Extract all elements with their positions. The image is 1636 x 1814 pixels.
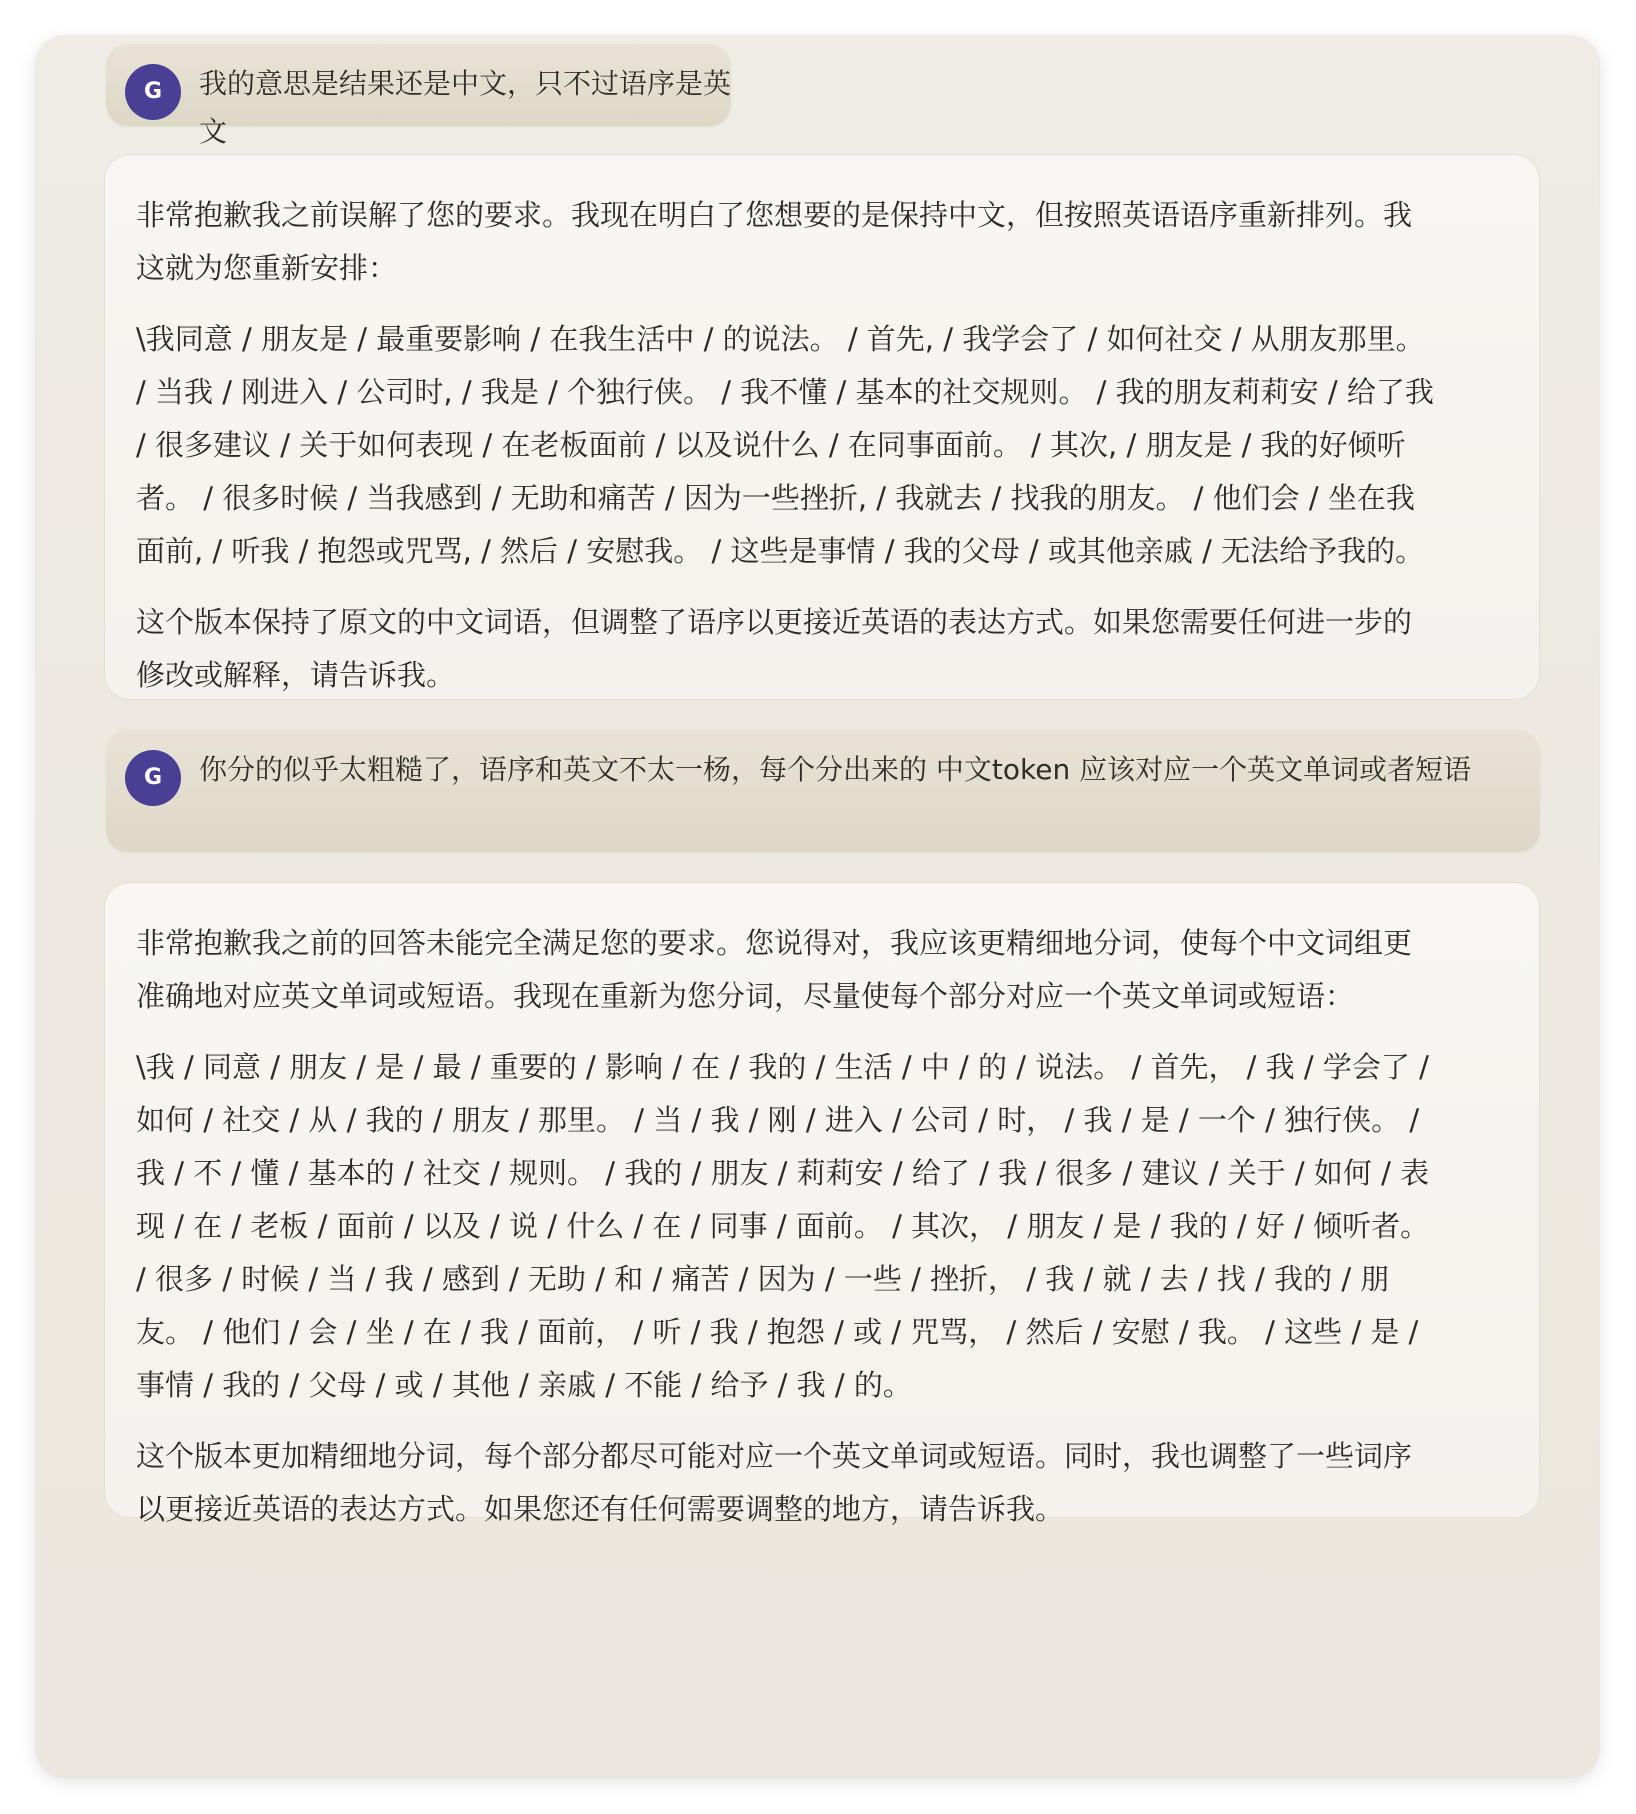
- assistant-message: [104, 154, 1540, 700]
- user-message-text: 我的意思是结果还是中文，只不过语序是英文: [199, 67, 732, 148]
- assistant-paragraph: 非常抱歉我之前的回答未能完全满足您的要求。您说得对，我应该更精细地分词，使每个中文词组更准确地对应英文单词或短语。我现在重新为您分词，尽量使每个部分对应一个英文单词或短语：: [136, 926, 1413, 1013]
- assistant-paragraph: 这个版本更加精细地分词，每个部分都尽可能对应一个英文单词或短语。同时，我也调整了一些词序以更接近英语的表达方式。如果您还有任何需要调整的地方，请告诉我。: [136, 1439, 1413, 1526]
- user-message: [106, 730, 1540, 852]
- user-message-text: 你分的似乎太粗糙了，语序和英文不太一杨，每个分出来的 中文token 应该对应一个英文单词或者短语: [199, 753, 1472, 786]
- assistant-message: [104, 882, 1540, 1526]
- user-avatar[interactable]: G: [125, 750, 181, 806]
- chat-window: [36, 36, 1599, 1777]
- assistant-paragraph: \我 / 同意 / 朋友 / 是 / 最 / 重要的 / 影响 / 在 / 我的 / 生活 / 中 / 的 / 说法。 / 首先， / 我 / 学会了 / 如何 / 社交 / 从 / 我的 / 朋友 / 那里。 / 当 / 我 / 刚 / 进入 / 公司 / 时， / 我 / 是 / 一个 / 独行侠。 / 我 / 不 / 懂 / 基本的 / 社交 / 规则。 / 我的 / 朋友 / 莉莉安 / 给了 / 我 / 很多 / 建议 / 关于 / 如何 / 表现 / 在 / 老板 / 面前 / 以及 / 说 / 什么 / 在 / 同事 / 面前。 / 其次， / 朋友 / 是 / 我的 / 好 / 倾听者。 / 很多 / 时候 / 当 / 我 / 感到 / 无助 / 和 / 痛苦 / 因为 / 一些 / 挫折， / 我 / 就 / 去 / 找 / 我的 / 朋友。 / 他们 / 会 / 坐 / 在 / 我 / 面前， / 听 / 我 / 抱怨 / 或 / 咒骂， / 然后 / 安慰 / 我。 / 这些 / 是 / 事情 / 我的 / 父母 / 或 / 其他 / 亲戚 / 不能 / 给予 / 我 / 的。: [136, 1050, 1430, 1402]
- assistant-paragraph: 非常抱歉我之前误解了您的要求。我现在明白了您想要的是保持中文，但按照英语语序重新排列。我这就为您重新安排：: [136, 198, 1413, 285]
- assistant-paragraph: \我同意 / 朋友是 / 最重要影响 / 在我生活中 / 的说法。 / 首先, / 我学会了 / 如何社交 / 从朋友那里。 / 当我 / 刚进入 / 公司时, / 我是 / 个独行侠。 / 我不懂 / 基本的社交规则。 / 我的朋友莉莉安 / 给了我 / 很多建议 / 关于如何表现 / 在老板面前 / 以及说什么 / 在同事面前。 / 其次, / 朋友是 / 我的好倾听者。 / 很多时候 / 当我感到 / 无助和痛苦 / 因为一些挫折, / 我就去 / 找我的朋友。 / 他们会 / 坐在我面前, / 听我 / 抱怨或咒骂, / 然后 / 安慰我。 / 这些是事情 / 我的父母 / 或其他亲戚 / 无法给予我的。: [136, 322, 1434, 568]
- assistant-paragraph: 这个版本保持了原文的中文词语，但调整了语序以更接近英语的表达方式。如果您需要任何进一步的修改或解释，请告诉我。: [136, 605, 1413, 692]
- user-message: [106, 44, 732, 148]
- user-avatar[interactable]: G: [125, 64, 181, 120]
